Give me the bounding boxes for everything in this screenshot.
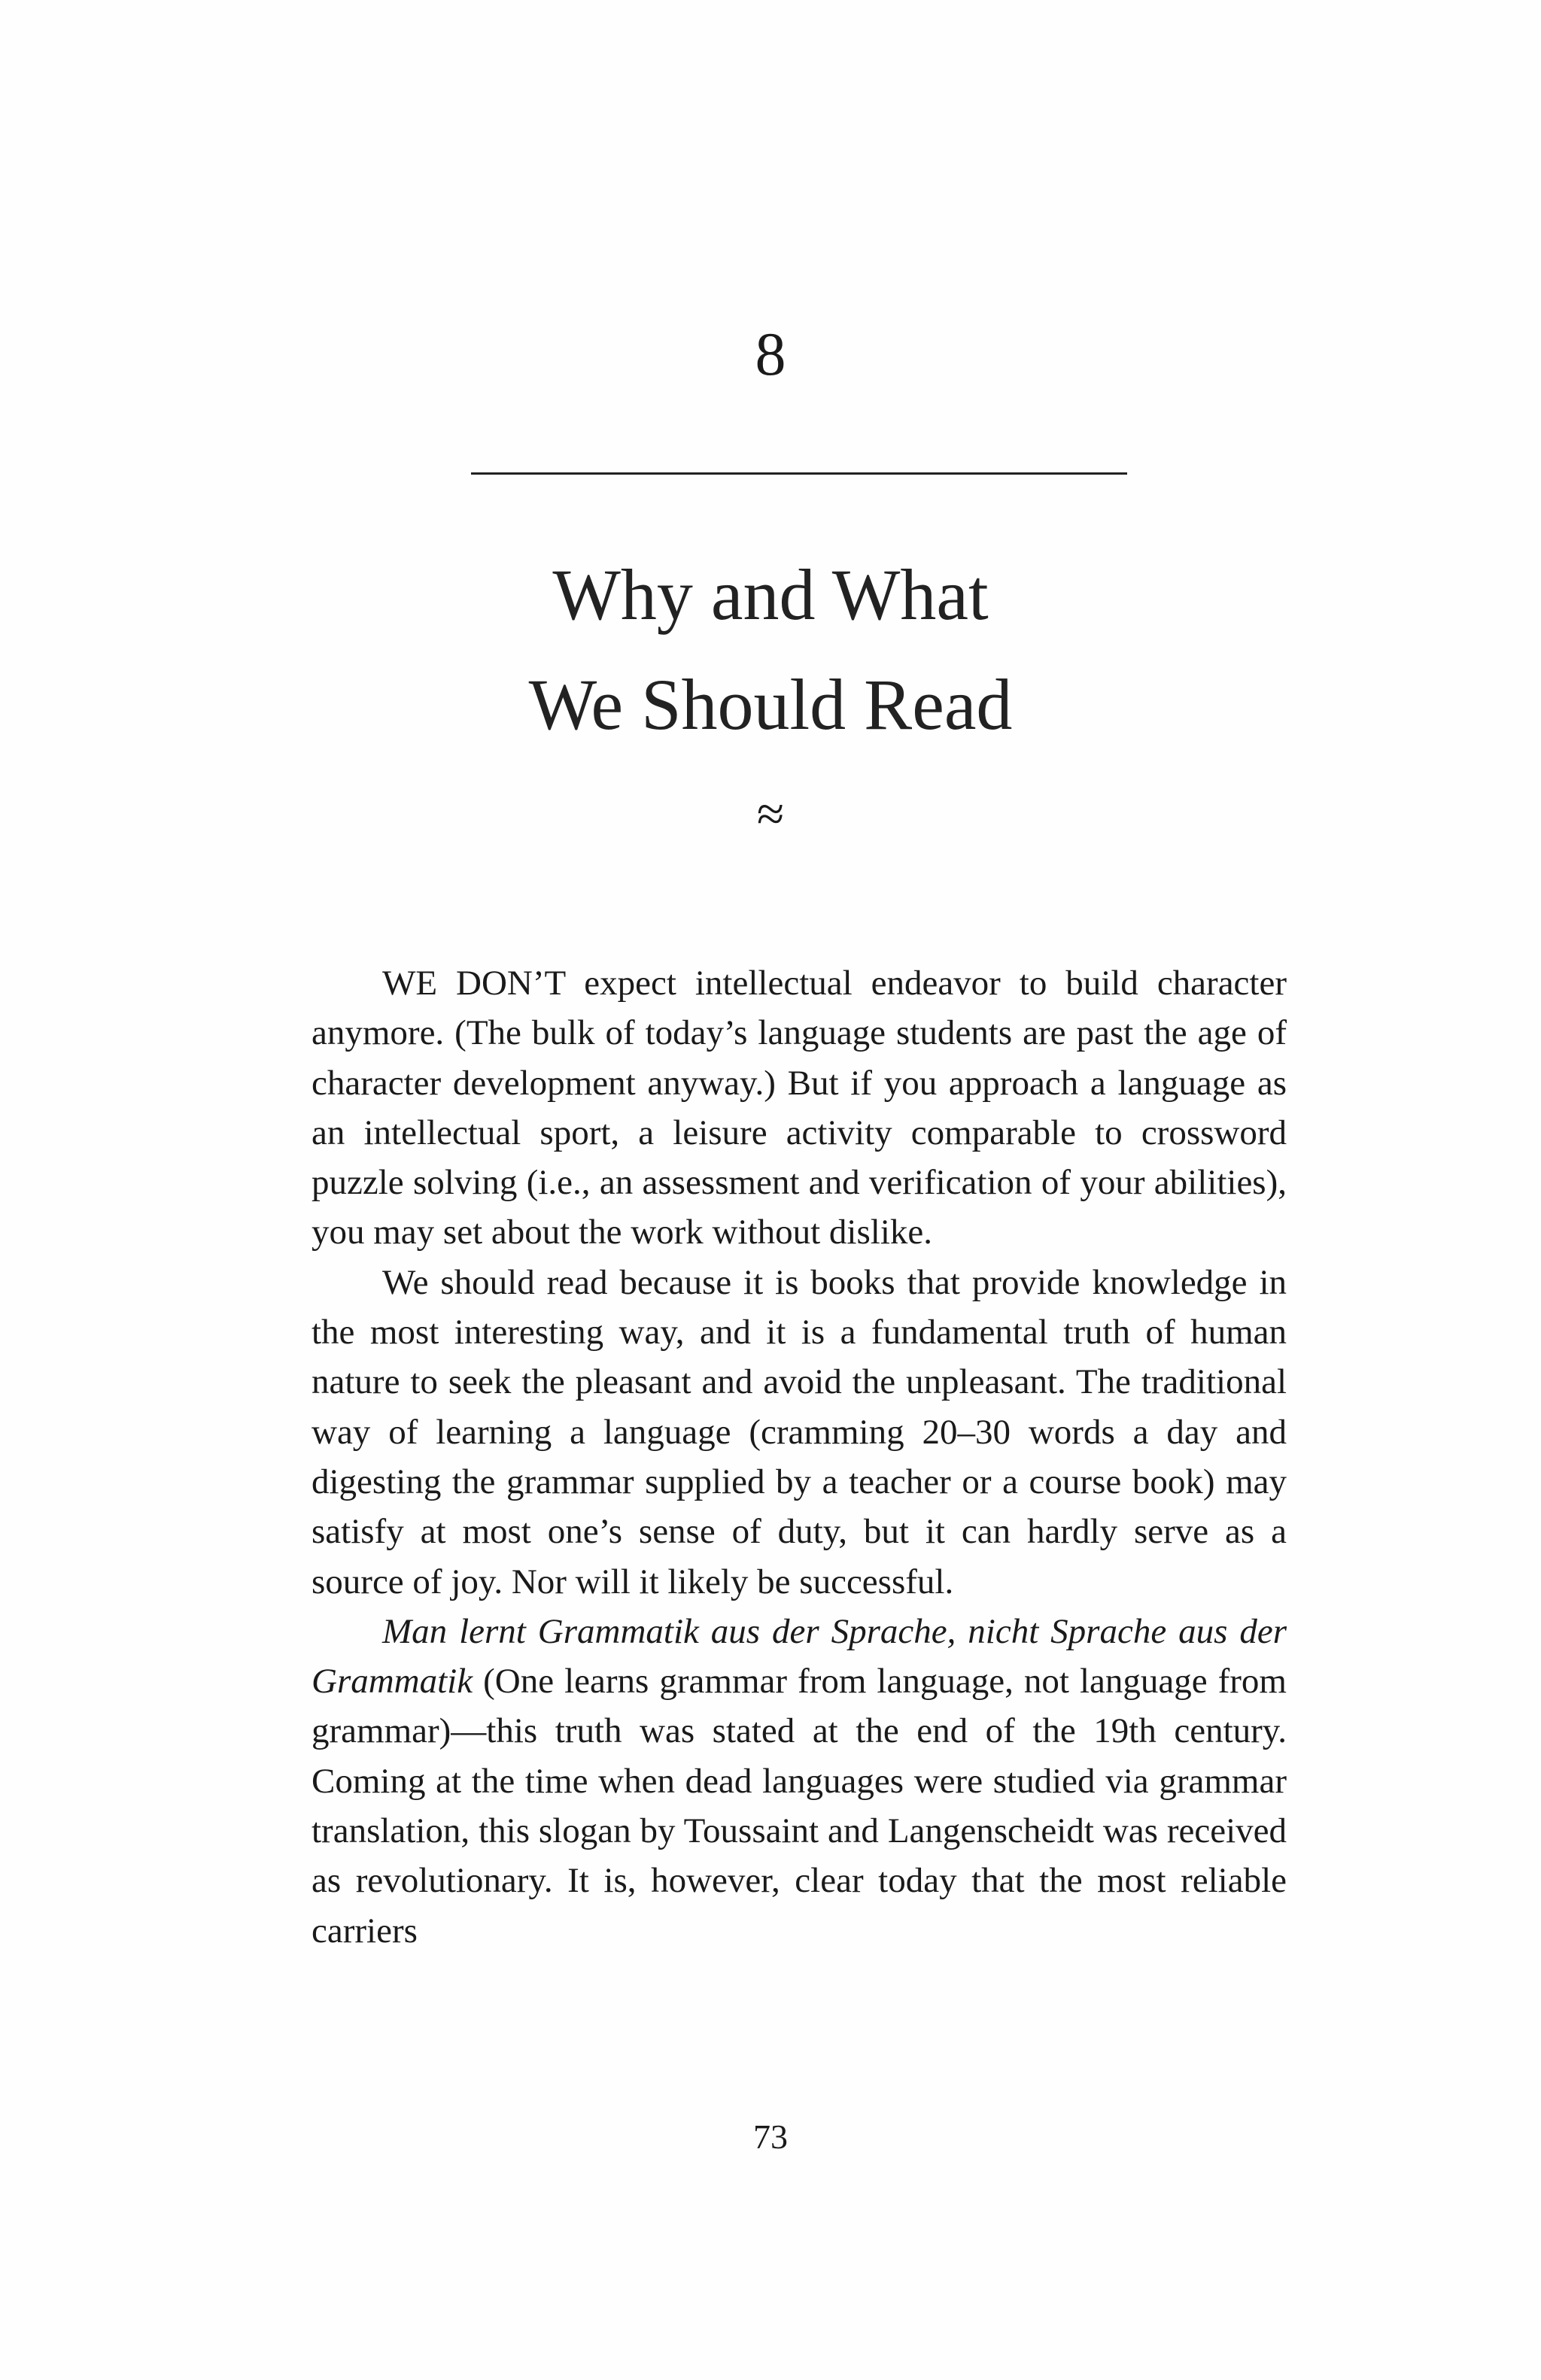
chapter-body-text xyxy=(312,958,1287,1956)
page-number: 73 xyxy=(753,2117,788,2156)
approx-ornament-icon: ≈ xyxy=(756,787,785,842)
paragraph-1 xyxy=(312,958,1287,1258)
chapter-divider-rule xyxy=(471,472,1127,475)
chapter-title-line-2: We Should Read xyxy=(528,664,1013,745)
paragraph-2-text: We should read because it is books that provide knowledge in the most interesting way, and it is a fundamental truth of human nature to seek the pleasant and avoid the unpleasant. The traditional way of learning a language (cramming 20–30 words a day and digesting the grammar supplied by a teacher or a course book) may satisfy at most one’s sense of duty, but it can hardly serve as a source of joy. Nor will it likely be successful. xyxy=(312,1262,1287,1601)
paragraph-3-german-quote: Man lernt Grammatik aus der Sprache, nicht Sprache aus der Grammatik xyxy=(312,1611,1287,1702)
paragraph-3-text: (One learns grammar from language, not language from grammar)—this truth was stated at the end of the 19th century. Coming at the time when dead languages were studied via grammar translation, this slogan by Toussaint and Langenscheidt was received as revolutionary. It is, however, clear today that the most reliable carriers xyxy=(312,1662,1287,1950)
paragraph-1-text: expect intellectual endeavor to build character anymore. (The bulk of today’s language students are past the age of character development anyway.) But if you approach a language as an intellectual sport, a leisure activity comparable to crossword puzzle solving (i.e., an assessment and verification of your abilities), you may set about the work without dislike. xyxy=(312,964,1287,1252)
chapter-title xyxy=(0,540,1541,760)
paragraph-1-lead-in: WE DON’T xyxy=(382,964,566,1003)
paragraph-2 xyxy=(312,1258,1287,1607)
chapter-number: 8 xyxy=(755,320,786,388)
paragraph-3 xyxy=(312,1607,1287,1956)
chapter-title-line-1: Why and What xyxy=(552,554,989,635)
